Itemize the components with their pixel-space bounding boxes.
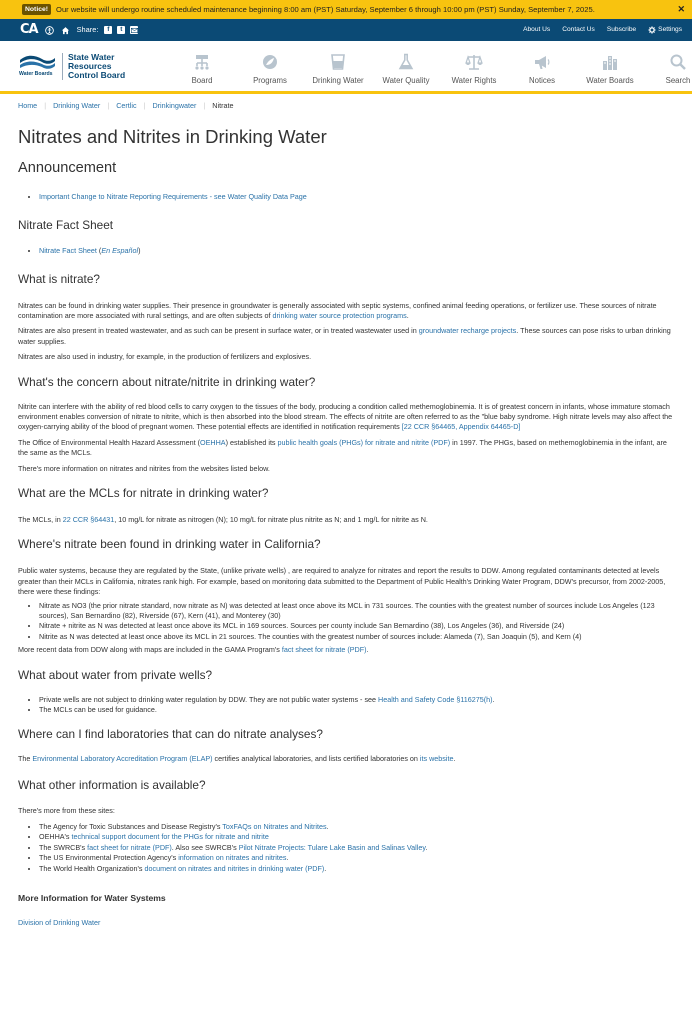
maintenance-alert bbox=[0, 0, 692, 19]
water-quality-icon bbox=[397, 53, 415, 71]
toxfaqs-link[interactable]: ToxFAQs on Nitrates and Nitrites bbox=[222, 821, 327, 831]
nav-notices-label: Notices bbox=[529, 76, 555, 85]
breadcrumb-drinking-water[interactable]: Drinking Water bbox=[53, 101, 101, 110]
nav-water-rights[interactable] bbox=[440, 53, 508, 86]
mcl-heading: What are the MCLs for nitrate in drinking water? bbox=[18, 486, 269, 501]
other-info-list bbox=[18, 822, 678, 874]
text: The MCLs, in bbox=[18, 514, 63, 524]
gama-fact-sheet-link[interactable]: fact sheet for nitrate (PDF) bbox=[281, 645, 367, 655]
nav-water-boards-label: Water Boards bbox=[586, 76, 634, 85]
text: , 10 mg/L for nitrate as nitrogen (N); 10 mg/L for nitrate plus nitrite as N; and 1 mg/L for nitrite as N. bbox=[114, 514, 428, 524]
text: The Office of Environmental Health Hazard Assessment ( bbox=[18, 437, 201, 447]
paragraph bbox=[18, 402, 678, 433]
breadcrumb-certlic[interactable]: Certlic bbox=[116, 101, 137, 110]
more-info-heading: More Information for Water Systems bbox=[18, 893, 166, 904]
ccr-64465-link[interactable]: [22 CCR §64465, Appendix 64465-D] bbox=[401, 422, 521, 432]
text: Private wells are not subject to drinking water regulation by DDW. They are not public water systems - see bbox=[39, 694, 379, 704]
paragraph: There's more information on nitrates and nitrites from the websites listed below. bbox=[18, 463, 270, 473]
paragraph bbox=[18, 301, 678, 322]
nav-drinking-water-label: Drinking Water bbox=[312, 76, 364, 85]
elap-link[interactable]: Environmental Laboratory Accreditation Program (ELAP) bbox=[32, 754, 213, 764]
private-wells-list bbox=[18, 695, 678, 716]
list-item bbox=[39, 822, 678, 832]
oehha-link[interactable]: OEHHA bbox=[200, 437, 226, 447]
share-label: Share: bbox=[76, 24, 99, 34]
announcement-heading: Announcement bbox=[18, 159, 117, 176]
list-item bbox=[39, 695, 678, 705]
page-title: Nitrates and Nitrites in Drinking Water bbox=[18, 126, 327, 147]
twitter-icon[interactable]: t bbox=[117, 26, 125, 34]
breadcrumb-separator: | bbox=[143, 101, 146, 110]
groundwater-recharge-link[interactable]: groundwater recharge projects bbox=[418, 326, 517, 336]
list-item bbox=[39, 864, 678, 874]
nav-programs-label: Programs bbox=[253, 76, 287, 85]
close-alert-button[interactable]: ✕ bbox=[677, 3, 685, 14]
private-wells-heading: What about water from private wells? bbox=[18, 667, 213, 682]
other-info-heading: What other information is available? bbox=[18, 777, 206, 792]
nav-board-label: Board bbox=[191, 76, 213, 85]
subscribe-link[interactable]: Subscribe bbox=[606, 26, 637, 34]
paragraph bbox=[18, 438, 678, 459]
nav-water-quality[interactable] bbox=[372, 53, 440, 86]
concern-heading: What's the concern about nitrate/nitrite in drinking water? bbox=[18, 374, 316, 389]
paragraph bbox=[18, 645, 678, 655]
found-heading: Where's nitrate been found in drinking water in California? bbox=[18, 537, 321, 552]
nitrate-fact-sheet-link[interactable]: Nitrate Fact Sheet bbox=[39, 246, 97, 256]
swrcb-fact-sheet-link[interactable]: fact sheet for nitrate (PDF) bbox=[87, 842, 172, 852]
text: . bbox=[286, 853, 289, 863]
who-document-link[interactable]: document on nitrates and nitrites in drinking water (PDF) bbox=[144, 863, 325, 873]
nav-board[interactable] bbox=[168, 53, 236, 86]
ccr-64431-link[interactable]: 22 CCR §64431 bbox=[62, 514, 115, 524]
list-item bbox=[39, 832, 678, 842]
text: . Also see SWRCB's bbox=[171, 842, 239, 852]
nav-drinking-water[interactable] bbox=[304, 53, 372, 86]
paragraph: Public water systems, because they are regulated by the State, (unlike private wells) , are required to analyze for nitrates and report the results to DDW. Among regulated contaminants detected at levels greater than their MCLs in California, nitrates rank high. For example, based on monitoring data submitted to the Department of Public Health's Drinking Water Program, DDW's precursor, from 2002-2005, there were these findings: bbox=[18, 566, 666, 597]
phg-link[interactable]: public health goals (PHGs) for nitrate and nitrite (PDF) bbox=[277, 437, 451, 447]
breadcrumb-home[interactable]: Home bbox=[18, 101, 38, 110]
text: . bbox=[406, 311, 409, 320]
list-item: • Nitrite as N was detected at least once above its MCL in 21 sources. The counties with the greatest number of sources include: Alameda (7), San Joaquin (5), and Kern (4) bbox=[39, 632, 678, 642]
list-item bbox=[39, 246, 678, 256]
nitrate-reporting-link[interactable]: Important Change to Nitrate Reporting Requirements - see Water Quality Data Page bbox=[39, 192, 307, 202]
text: . bbox=[324, 863, 327, 873]
ca-logo[interactable]: CA bbox=[20, 21, 38, 37]
text: More recent data from DDW along with maps are included in the GAMA Program's bbox=[18, 645, 282, 655]
breadcrumb-separator: | bbox=[107, 101, 110, 110]
utility-bar bbox=[0, 19, 692, 41]
breadcrumb-separator: | bbox=[44, 101, 47, 110]
text: Nitrite can interfere with the ability of red blood cells to carry oxygen to the tissues of the body, producing a condition called methemoglobinemia. It is of greatest concern in infants, whose immature stomach environment enables conversion of nitrate to nitrite, which is then absorbed into the blood stream. The effects of nitrite are often referred to as the "blue baby syndrome. High nitrate levels may also affect the oxygen-carrying ability of the blood of pregnant women. These potential effects are identified in notification requirements bbox=[18, 401, 673, 432]
elap-website-link[interactable]: its website bbox=[419, 754, 454, 764]
pilot-nitrate-projects-link[interactable]: Pilot Nitrate Projects: Tulare Lake Basin and Salinas Valley bbox=[238, 842, 426, 852]
site-header bbox=[0, 41, 692, 94]
nav-notices[interactable] bbox=[508, 53, 576, 86]
programs-icon bbox=[261, 53, 279, 71]
text: Nitrates are also present in treated wastewater, and as such can be present in surface water, or in treated wastewater used in bbox=[18, 326, 419, 336]
fact-sheet-spanish-link[interactable]: En Español bbox=[101, 246, 139, 256]
water-boards-logo[interactable] bbox=[19, 53, 125, 80]
about-us-link[interactable]: About Us bbox=[523, 26, 551, 34]
water-rights-icon bbox=[465, 53, 483, 71]
epa-info-link[interactable]: information on nitrates and nitrites bbox=[178, 853, 287, 863]
paragraph bbox=[18, 754, 678, 764]
paragraph bbox=[18, 515, 678, 525]
home-icon[interactable] bbox=[61, 26, 70, 35]
health-safety-code-link[interactable]: Health and Safety Code §116275(h) bbox=[378, 694, 493, 704]
list-item bbox=[39, 843, 678, 853]
paren-open: ( bbox=[96, 246, 102, 256]
text: certifies analytical laboratories, and lists certified laboratories on bbox=[212, 754, 420, 764]
paren-close: ) bbox=[138, 246, 141, 256]
text: . bbox=[492, 694, 495, 704]
board-icon bbox=[193, 53, 211, 71]
findings-list bbox=[18, 601, 678, 643]
paragraph: Nitrates are also used in industry, for example, in the production of fertilizers and explosives. bbox=[18, 352, 312, 362]
search-icon bbox=[669, 53, 687, 71]
drinking-water-icon bbox=[329, 53, 347, 71]
text: in 1997. The PHGs, based on methemoglobinemia in the infant, are the same as the MCLs. bbox=[18, 437, 667, 458]
settings-button[interactable] bbox=[648, 25, 682, 35]
text: The US Environmental Protection Agency's bbox=[39, 853, 179, 863]
text: The bbox=[18, 754, 33, 764]
main-content bbox=[18, 128, 678, 929]
text: The Agency for Toxic Substances and Disease Registry's bbox=[39, 821, 223, 831]
fact-sheet-heading: Nitrate Fact Sheet bbox=[18, 217, 114, 232]
oehha-support-doc-link[interactable]: technical support document for the PHGs for nitrate and nitrite bbox=[71, 832, 269, 842]
nav-search[interactable] bbox=[644, 53, 692, 86]
source-protection-link[interactable]: drinking water source protection programs bbox=[272, 311, 407, 320]
text: Nitrates can be found in drinking water supplies. Their presence in groundwater is generally associated with septic systems, confined animal feeding operations, or fertilizer use. These sources of nitrate contamination are more associated with rural settings, and are often subjects of bbox=[18, 300, 657, 320]
list-item: • The MCLs can be used for guidance. bbox=[39, 705, 678, 715]
nav-programs[interactable] bbox=[236, 53, 304, 86]
text: . bbox=[326, 821, 329, 831]
accessibility-icon[interactable] bbox=[45, 26, 54, 35]
announcement-list bbox=[18, 192, 678, 202]
list-item: • Nitrate as NO3 (the prior nitrate standard, now nitrate as N) was detected at least once above its MCL in 731 sources. The counties with the greatest number of sources include Los Angeles (123 sources), San Bernardino (82), Riverside (67), Kern (41), and Monterey (30) bbox=[39, 601, 678, 622]
logo-sub-text: Water Boards bbox=[19, 71, 53, 78]
logo-text bbox=[62, 53, 125, 80]
contact-us-link[interactable]: Contact Us bbox=[562, 26, 595, 34]
water-boards-icon bbox=[601, 53, 619, 71]
text: OEHHA's bbox=[39, 832, 72, 842]
text: . bbox=[453, 754, 456, 764]
text: The World Health Organization's bbox=[39, 863, 145, 873]
breadcrumb-current: Nitrate bbox=[212, 101, 234, 110]
paragraph bbox=[18, 326, 678, 347]
alert-message: Our website will undergo routine scheduled maintenance beginning 8:00 am (PST) Saturday, September 6 through 10:00 pm (PST) Sunday, September 7, 2025. bbox=[56, 5, 595, 14]
logo-line-2: Resources bbox=[68, 60, 112, 71]
text: The SWRCB's bbox=[39, 842, 88, 852]
nav-search-label: Search bbox=[665, 76, 691, 85]
logo-line-3: Control Board bbox=[68, 69, 126, 80]
main-nav bbox=[168, 53, 692, 86]
list-item bbox=[39, 192, 678, 202]
division-drinking-water-link[interactable]: Division of Drinking Water bbox=[18, 918, 101, 928]
facebook-icon[interactable]: f bbox=[104, 26, 112, 34]
text: . bbox=[425, 842, 428, 852]
notice-badge: Notice! bbox=[22, 4, 51, 16]
text: ) established its bbox=[225, 437, 278, 447]
gear-icon bbox=[648, 26, 656, 34]
logo-line-1: State Water bbox=[68, 52, 115, 62]
list-item bbox=[39, 853, 678, 863]
breadcrumb bbox=[18, 101, 233, 111]
settings-label: Settings bbox=[658, 26, 682, 34]
email-icon[interactable] bbox=[130, 26, 138, 34]
breadcrumb-separator: | bbox=[203, 101, 206, 110]
nav-water-quality-label: Water Quality bbox=[382, 76, 430, 85]
text: . bbox=[366, 645, 369, 655]
fact-sheet-list bbox=[18, 246, 678, 256]
notices-icon bbox=[533, 53, 551, 71]
laboratories-heading: Where can I find laboratories that can do nitrate analyses? bbox=[18, 727, 323, 742]
list-item: • Nitrate + nitrite as N was detected at least once above its MCL in 169 sources. Sources per county include San Bernardino (38), Los Angeles (36), and Riverside (24) bbox=[39, 621, 678, 631]
what-is-nitrate-heading: What is nitrate? bbox=[18, 271, 100, 286]
water-wave-logo-mark bbox=[19, 54, 56, 78]
nav-water-boards[interactable] bbox=[576, 53, 644, 86]
paragraph: There's more from these sites: bbox=[18, 806, 115, 816]
nav-water-rights-label: Water Rights bbox=[451, 76, 497, 85]
breadcrumb-drinkingwater[interactable]: Drinkingwater bbox=[152, 101, 197, 110]
text: . These sources can pose risks to urban drinking water supplies. bbox=[18, 326, 671, 346]
